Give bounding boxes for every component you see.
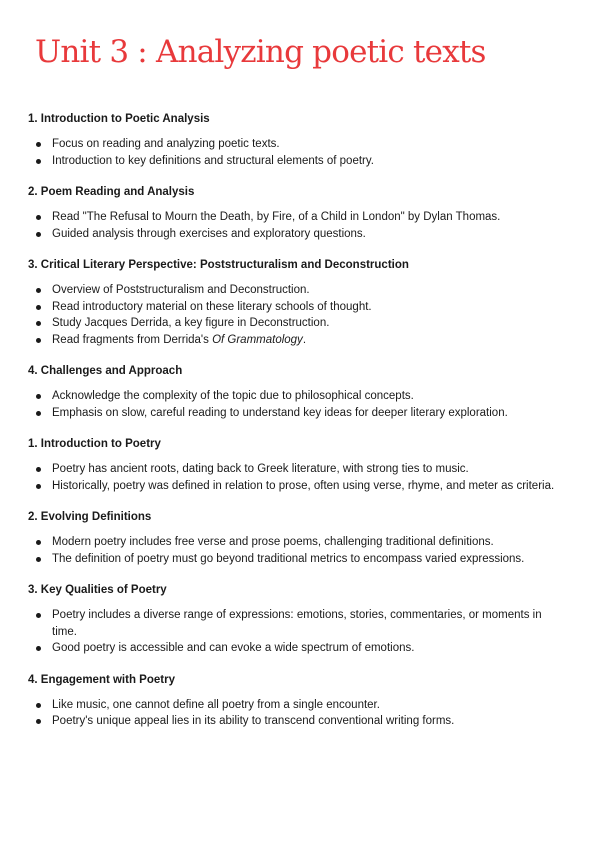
list-item-text: Study Jacques Derrida, a key figure in Deconstruction. xyxy=(52,317,330,329)
list-item xyxy=(28,136,572,153)
list-item xyxy=(28,461,572,478)
section-intro-poetic-analysis xyxy=(28,112,572,169)
list-item-text: Poetry includes a diverse range of expressions: emotions, stories, commentaries, or moments in time. xyxy=(52,609,542,638)
section-heading: 4. Challenges and Approach xyxy=(28,365,183,377)
list-item-text: Read "The Refusal to Mourn the Death, by Fire, of a Child in London" by Dylan Thomas. xyxy=(52,211,501,223)
list-item-text: Introduction to key definitions and structural elements of poetry. xyxy=(52,154,374,167)
section-heading: 3. Critical Literary Perspective: Poststructuralism and Deconstruction xyxy=(28,259,409,271)
section-heading: 1. Introduction to Poetic Analysis xyxy=(28,113,210,125)
page-title: Unit 3 : Analyzing poetic texts xyxy=(35,34,486,70)
bullet-icon xyxy=(36,321,41,326)
list-item-text: Historically, poetry was defined in relation to prose, often using verse, rhyme, and meter as criteria. xyxy=(52,479,555,492)
list-item xyxy=(28,226,572,243)
list-item-text: Acknowledge the complexity of the topic due to philosophical concepts. xyxy=(52,390,414,402)
list-item xyxy=(28,315,572,332)
bullet-icon xyxy=(36,484,41,489)
bullet-list xyxy=(28,136,572,169)
section-heading: 1. Introduction to Poetry xyxy=(28,438,161,450)
section-intro-poetry xyxy=(28,437,572,494)
bullet-list xyxy=(28,534,572,567)
list-item xyxy=(28,405,572,422)
list-item-text: Guided analysis through exercises and exploratory questions. xyxy=(52,227,366,240)
bullet-list xyxy=(28,282,572,348)
list-item xyxy=(28,153,572,170)
list-item-text-suffix: . xyxy=(302,333,307,346)
bullet-icon xyxy=(36,338,41,343)
bullet-icon xyxy=(36,159,41,164)
bullet-icon xyxy=(36,394,41,399)
list-item xyxy=(28,607,572,640)
section-engagement xyxy=(28,673,572,730)
bullet-icon xyxy=(36,215,41,220)
list-item xyxy=(28,713,572,730)
list-item xyxy=(28,640,572,657)
bullet-list xyxy=(28,607,572,657)
section-critical-perspective xyxy=(28,258,572,348)
list-item xyxy=(28,478,572,495)
list-item-text: Read introductory material on these literary schools of thought. xyxy=(52,300,372,313)
bullet-icon xyxy=(36,142,41,147)
list-item xyxy=(28,697,572,714)
section-heading: 2. Evolving Definitions xyxy=(28,511,152,523)
sections-container xyxy=(28,112,572,730)
section-challenges xyxy=(28,364,572,421)
bullet-icon xyxy=(36,288,41,293)
list-item xyxy=(28,551,572,568)
list-item xyxy=(28,282,572,299)
list-item-text: Like music, one cannot define all poetry from a single encounter. xyxy=(52,698,380,711)
section-heading: 3. Key Qualities of Poetry xyxy=(28,584,167,596)
bullet-list xyxy=(28,388,572,421)
list-item-text-prefix: Read fragments from Derrida's xyxy=(52,333,213,346)
bullet-icon xyxy=(36,305,41,310)
list-item xyxy=(28,299,572,316)
list-item xyxy=(28,534,572,551)
list-item-text: Good poetry is accessible and can evoke a wide spectrum of emotions. xyxy=(52,642,415,654)
list-item-text: Focus on reading and analyzing poetic texts. xyxy=(52,138,280,150)
bullet-list xyxy=(28,461,572,494)
bullet-icon xyxy=(36,703,41,708)
list-item xyxy=(28,388,572,405)
section-evolving-definitions xyxy=(28,510,572,567)
section-heading: 4. Engagement with Poetry xyxy=(28,673,175,686)
bullet-icon xyxy=(36,613,41,618)
list-item-text: The definition of poetry must go beyond traditional metrics to encompass varied expressions. xyxy=(52,552,525,565)
bullet-icon xyxy=(36,557,41,562)
section-poem-reading xyxy=(28,185,572,242)
bullet-icon xyxy=(36,719,41,724)
list-item-text: Overview of Poststructuralism and Deconstruction. xyxy=(52,284,310,296)
bullet-list xyxy=(28,697,572,730)
bullet-icon xyxy=(36,540,41,545)
bullet-icon xyxy=(36,232,41,237)
list-item xyxy=(28,209,572,226)
bullet-icon xyxy=(36,467,41,472)
section-heading: 2. Poem Reading and Analysis xyxy=(28,186,195,198)
book-title: Of Grammatology xyxy=(212,333,303,346)
bullet-icon xyxy=(36,646,41,651)
bullet-list xyxy=(28,209,572,242)
list-item-text: Poetry's unique appeal lies in its ability to transcend conventional writing forms. xyxy=(52,715,455,727)
list-item-text: Poetry has ancient roots, dating back to Greek literature, with strong ties to music. xyxy=(52,463,469,475)
section-key-qualities xyxy=(28,583,572,657)
list-item-text: Modern poetry includes free verse and prose poems, challenging traditional definitions. xyxy=(52,536,494,548)
list-item-text: Emphasis on slow, careful reading to understand key ideas for deeper literary exploration. xyxy=(52,406,508,419)
list-item xyxy=(28,332,572,349)
bullet-icon xyxy=(36,411,41,416)
